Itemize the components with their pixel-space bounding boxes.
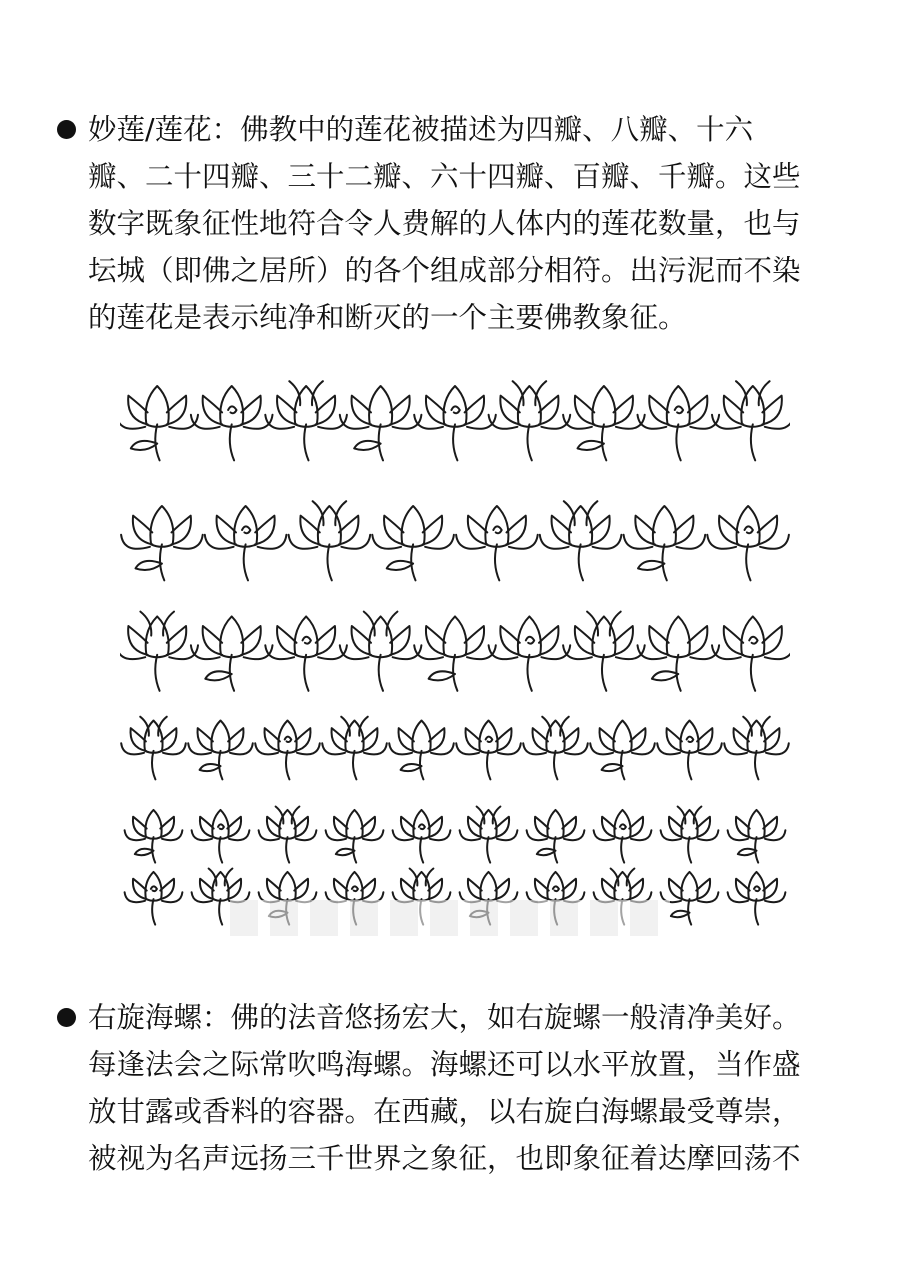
conch-text-line: 放甘露或香料的容器。在西藏，以右旋白海螺最受尊崇， — [88, 1095, 801, 1128]
lotus-flower-icon — [414, 386, 496, 460]
faded-watermark — [230, 900, 670, 936]
conch-text-line: 每逢法会之际常吹鸣海螺。海螺还可以水平放置，当作盛 — [88, 1048, 801, 1081]
lotus-flower-icon — [712, 616, 790, 690]
lotus-flower-icon — [326, 810, 384, 863]
lotus-flower-icon — [661, 807, 719, 863]
lotus-text-line: 瓣、二十四瓣、三十二瓣、六十四瓣、百瓣、千瓣。这些 — [88, 160, 801, 193]
lotus-text-line: 坛城（即佛之居所）的各个组成部分相符。出污泥而不染 — [88, 254, 801, 287]
lotus-flower-icon — [191, 386, 273, 460]
bullet-icon — [57, 1008, 76, 1027]
lotus-flower-icon — [259, 807, 317, 863]
lotus-flower-icon — [460, 807, 518, 863]
lotus-drawing-grid — [120, 362, 790, 927]
lotus-flower-icon — [340, 386, 422, 460]
lotus-flower-icon — [414, 616, 496, 690]
lotus-flower-icon — [205, 506, 287, 580]
lotus-flower-icon — [265, 381, 347, 460]
lotus-flower-icon — [192, 810, 250, 863]
lotus-flower-icon — [121, 506, 203, 580]
lotus-flower-icon — [489, 616, 571, 690]
lotus-flower-icon — [563, 612, 645, 691]
lotus-flower-icon — [120, 386, 198, 460]
lotus-flower-icon — [638, 616, 720, 690]
lotus-flower-icon — [489, 381, 571, 460]
lotus-flower-icon — [255, 721, 320, 780]
lotus-flower-icon — [712, 381, 790, 460]
lotus-flower-icon — [728, 810, 786, 863]
lotus-flower-icon — [389, 721, 454, 780]
lotus-flower-icon — [527, 810, 585, 863]
lotus-flower-icon — [456, 506, 538, 580]
lotus-flower-icon — [456, 721, 521, 780]
lotus-text-line: 数字既象征性地符合令人费解的人体内的莲花数量，也与 — [88, 207, 801, 240]
bullet-icon — [57, 120, 76, 139]
lotus-flower-icon — [340, 612, 422, 691]
lotus-flower-icon — [724, 717, 789, 780]
lotus-text-line: 的莲花是表示纯净和断灭的一个主要佛教象征。 — [88, 301, 687, 334]
lotus-flower-icon — [563, 386, 645, 460]
lotus-text-line: 妙莲/莲花：佛教中的莲花被描述为四瓣、八瓣、十六 — [88, 113, 754, 146]
lotus-flower-icon — [707, 506, 789, 580]
lotus-flower-icon — [125, 810, 183, 863]
lotus-flower-icon — [125, 872, 183, 925]
lotus-flower-icon — [265, 616, 347, 690]
lotus-flower-icon — [624, 506, 706, 580]
lotus-flower-icon — [322, 717, 387, 780]
lotus-flower-icon — [638, 386, 720, 460]
lotus-flower-icon — [657, 721, 722, 780]
lotus-flower-icon — [121, 717, 186, 780]
conch-text-line: 右旋海螺：佛的法音悠扬宏大，如右旋螺一般清净美好。 — [88, 1001, 801, 1034]
lotus-flower-icon — [594, 810, 652, 863]
lotus-flower-icon — [120, 612, 198, 691]
lotus-flower-icon — [393, 810, 451, 863]
lotus-flower-icon — [540, 501, 622, 580]
conch-text-line: 被视为名声远扬三千世界之象征，也即象征着达摩回荡不 — [88, 1142, 801, 1175]
lotus-flower-icon — [590, 721, 655, 780]
lotus-flower-icon — [728, 872, 786, 925]
lotus-flower-icon — [289, 501, 371, 580]
lotus-flower-icon — [188, 721, 253, 780]
lotus-flower-icon — [191, 616, 273, 690]
lotus-flower-icon — [523, 717, 588, 780]
lotus-illustration — [120, 362, 790, 927]
lotus-flower-icon — [372, 506, 454, 580]
